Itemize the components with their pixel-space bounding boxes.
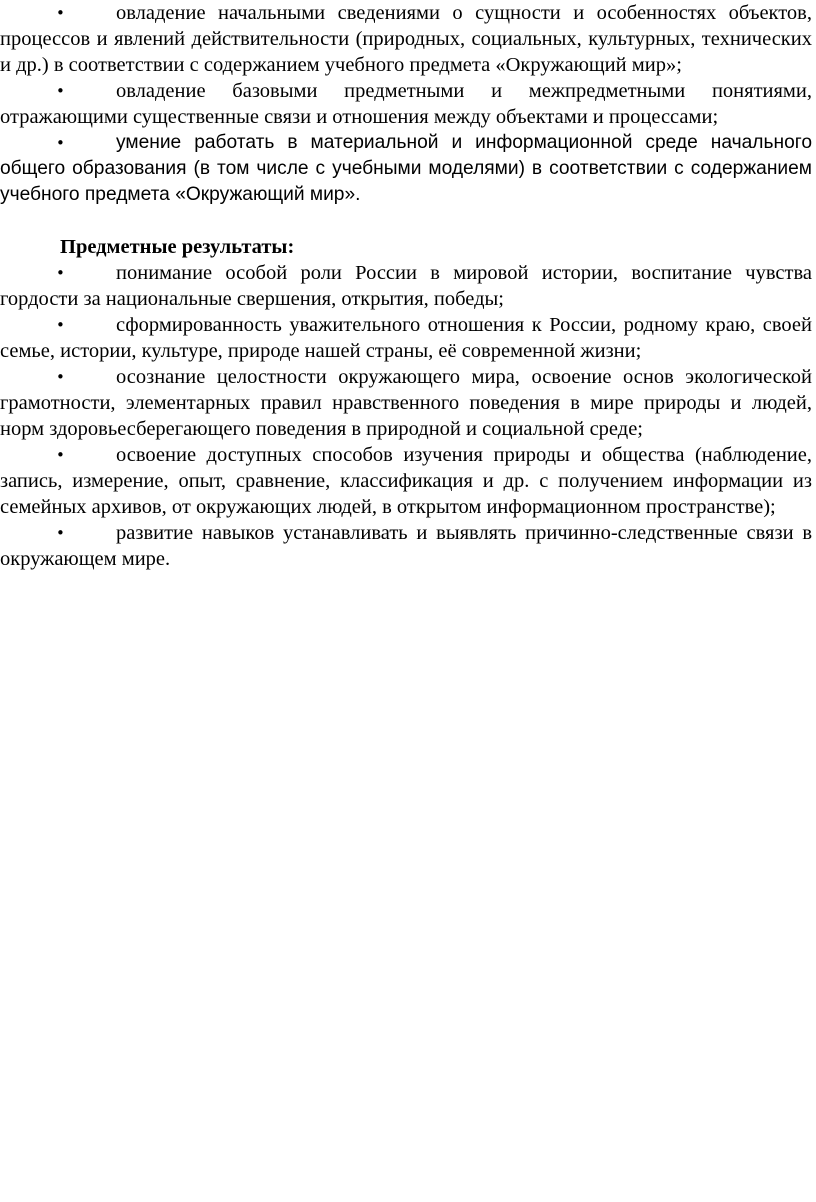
list-item-text: понимание особой роли России в мировой истории, воспитание чувства гордости за национальные свершения, открытия, победы; — [0, 262, 812, 310]
bullet-icon: • — [56, 4, 65, 22]
bullet-icon: • — [56, 134, 65, 152]
list-item-text: развитие навыков устанавливать и выявлять причинно-следственные связи в окружающем мире. — [0, 522, 812, 570]
list-item-text: овладение начальными сведениями о сущности и особенностях объектов, процессов и явлений действительности (природных, социальных, культурных, технических и др.) в соответствии с содержанием учебного предмета «Окружающий мир»; — [0, 2, 812, 76]
list-item — [0, 78, 812, 130]
bullet-icon: • — [56, 82, 65, 100]
list-item-text: освоение доступных способов изучения природы и общества (наблюдение, запись, измерение, опыт, сравнение, классификация и др. с получением информации из семейных архивов, от окружающих людей, в открытом информационном пространстве); — [0, 444, 812, 518]
bullet-icon: • — [56, 524, 65, 542]
bullet-icon: • — [56, 446, 65, 464]
list-item — [0, 260, 812, 312]
list-item-text: умение работать в материальной и информационной среде начального общего образования (в том числе с учебными моделями) в соответствии с содержанием учебного предмета «Окружающий мир». — [0, 132, 812, 205]
document-page — [0, 0, 816, 572]
bullet-icon: • — [56, 316, 65, 334]
list-item — [0, 312, 812, 364]
list-item — [0, 130, 812, 208]
list-item — [0, 520, 812, 572]
list-item-text: овладение базовыми предметными и межпредметными понятиями, отражающими существенные связи и отношения между объектами и процессами; — [0, 80, 812, 128]
list-item — [0, 442, 812, 520]
section-heading: Предметные результаты: — [60, 236, 295, 258]
list-item-text: сформированность уважительного отношения к России, родному краю, своей семье, истории, культуре, природе нашей страны, её современной жизни; — [0, 314, 812, 362]
list-item — [0, 364, 812, 442]
list-item — [0, 0, 812, 78]
list-item-text: осознание целостности окружающего мира, освоение основ экологической грамотности, элементарных правил нравственного поведения в мире природы и людей, норм здоровьесберегающего поведения в природной и социальной среде; — [0, 366, 812, 440]
bullet-icon: • — [56, 368, 65, 386]
bullet-icon: • — [56, 264, 65, 282]
